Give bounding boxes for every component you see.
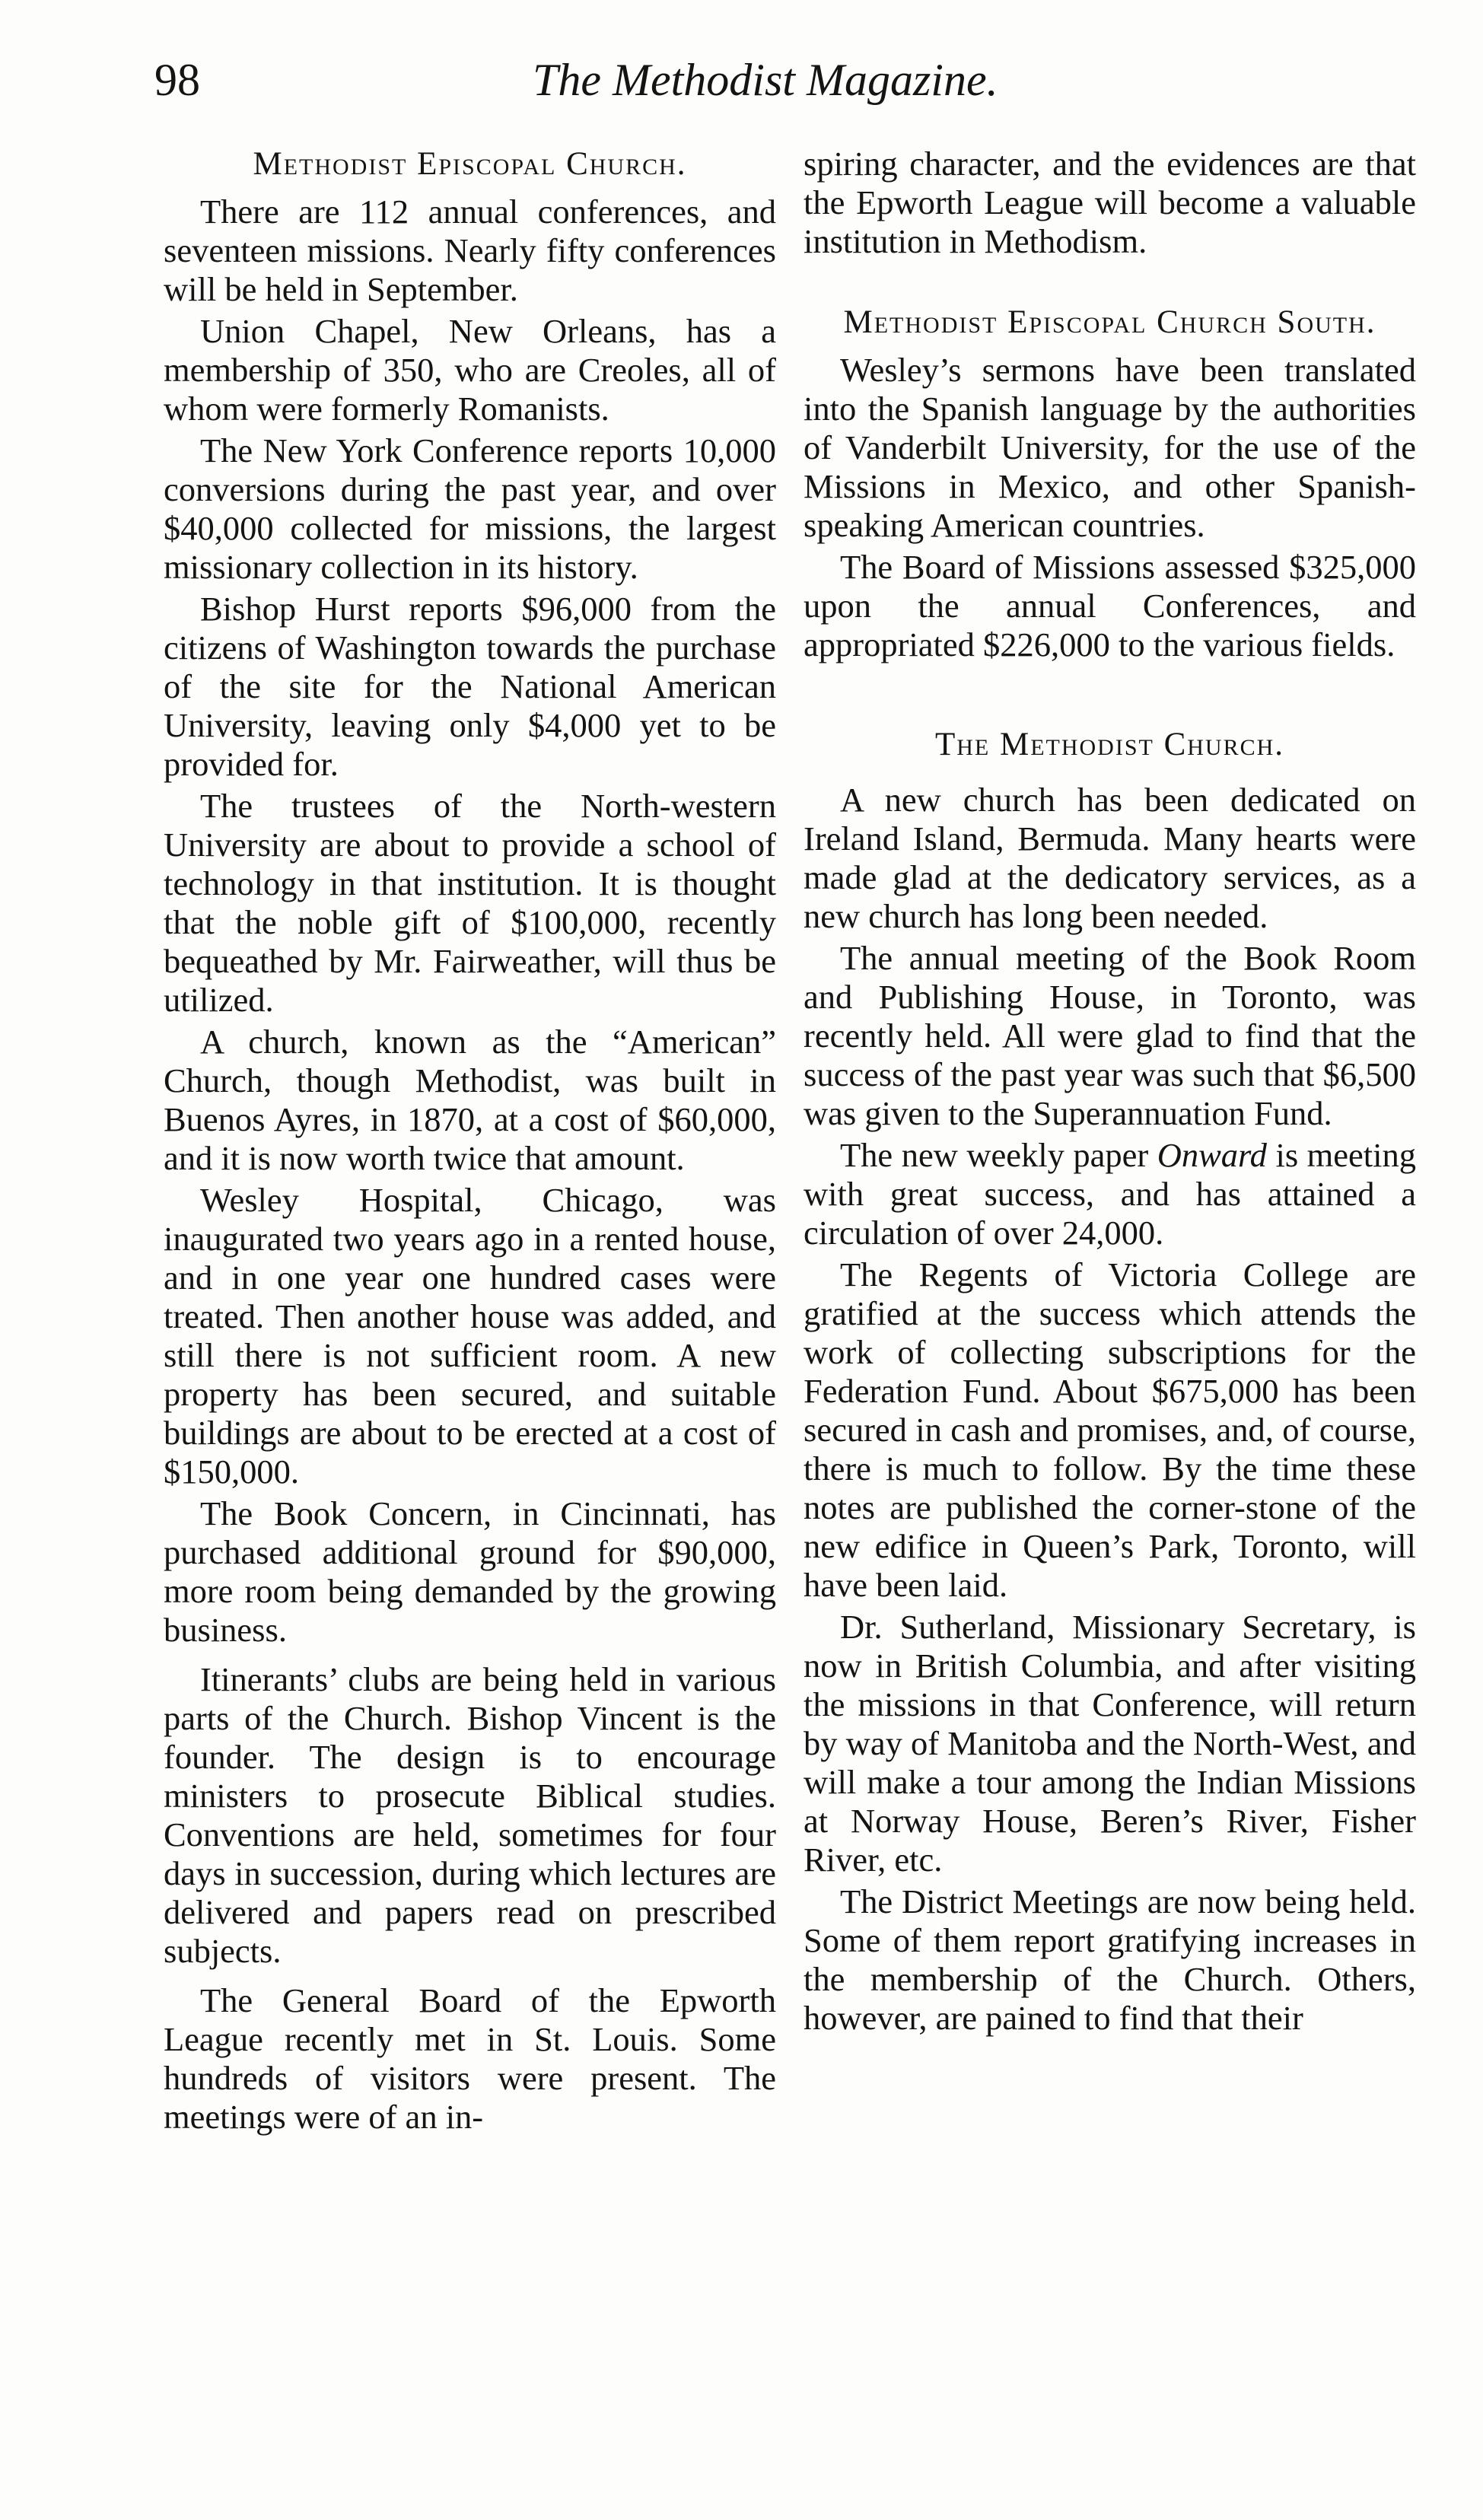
paragraph: There are 112 annual conferences, and seventeen missions. Nearly fifty conferences will be held in September. bbox=[164, 192, 776, 308]
paragraph: The Regents of Victoria College are gratified at the success which attends the work of collecting subscriptions for the Federation Fund. About $675,000 has been secured in cash and promises, and, of course, there is much to follow. By the time these notes are published the corner-stone of the new edifice in Queen’s Park, Toronto, will have been laid. bbox=[804, 1255, 1416, 1604]
paragraph-onward bbox=[804, 1136, 1416, 1252]
paragraph: Union Chapel, New Orleans, has a membership of 350, who are Creoles, all of whom were formerly Romanists. bbox=[164, 312, 776, 428]
paragraph: Dr. Sutherland, Missionary Secretary, is now in British Columbia, and after visiting the missions in that Conference, will return by way of Manitoba and the North-West, and will make a tour among the Indian Missions at Norway House, Beren’s River, Fisher River, etc. bbox=[804, 1608, 1416, 1879]
paragraph: The Book Concern, in Cincinnati, has purchased additional ground for $90,000, more room being demanded by the growing business. bbox=[164, 1494, 776, 1649]
page-number: 98 bbox=[154, 55, 200, 105]
paragraph: The General Board of the Epworth League recently met in St. Louis. Some hundreds of visitors were present. The meetings were of an in- bbox=[164, 1981, 776, 2136]
onward-title: Onward bbox=[1157, 1136, 1267, 1174]
left-column bbox=[164, 145, 776, 2140]
paragraph: Itinerants’ clubs are being held in various parts of the Church. Bishop Vincent is the founder. The design is to encourage ministers to prosecute Biblical studies. Conventions are held, sometimes for four days in succession, during which lectures are delivered and papers read on prescribed subjects. bbox=[164, 1660, 776, 1970]
paragraph-continuation: spiring character, and the evidences are that the Epworth League will become a valuable institution in Methodism. bbox=[804, 145, 1416, 260]
paragraph: Wesley Hospital, Chicago, was inaugurated two years ago in a rented house, and in one year one hundred cases were treated. Then another house was added, and still there is not sufficient room. A new property has been secured, and suitable buildings are about to be erected at a cost of $150,000. bbox=[164, 1181, 776, 1491]
paragraph: The Board of Missions assessed $325,000 upon the annual Conferences, and appropriated $226,000 to the various fields. bbox=[804, 548, 1416, 663]
paragraph: The annual meeting of the Book Room and Publishing House, in Toronto, was recently held. All were glad to find that the success of the past year was such that $6,500 was given to the Superannuation Fund. bbox=[804, 939, 1416, 1132]
onward-text-before: The new weekly paper bbox=[840, 1136, 1157, 1174]
section-heading-mec-south: Methodist Episcopal Church South. bbox=[843, 304, 1376, 340]
running-head-title: The Methodist Magazine. bbox=[533, 55, 998, 105]
right-column bbox=[804, 145, 1416, 2041]
paragraph: Wesley’s sermons have been translated into the Spanish language by the authorities of Vanderbilt University, for the use of the Missions in Mexico, and other Spanish-speaking American countries. bbox=[804, 351, 1416, 544]
section-heading-mec: Methodist Episcopal Church. bbox=[253, 146, 687, 182]
paragraph: The New York Conference reports 10,000 conversions during the past year, and over $40,000 collected for missions, the largest missionary collection in its history. bbox=[164, 431, 776, 586]
onward-text-after: is meeting with great success, and has attained a circulation of over 24,000. bbox=[804, 1136, 1416, 1252]
paragraph: The trustees of the North-western University are about to provide a school of technology in that institution. It is thought that the noble gift of $100,000, recently bequeathed by Mr. Fairweather, will thus be utilized. bbox=[164, 787, 776, 1019]
paragraph: A new church has been dedicated on Ireland Island, Bermuda. Many hearts were made glad at the dedicatory services, as a new church has long been needed. bbox=[804, 781, 1416, 935]
section-heading-methodist-church: The Methodist Church. bbox=[934, 727, 1285, 762]
paragraph: Bishop Hurst reports $96,000 from the citizens of Washington towards the purchase of the site for the National American University, leaving only $4,000 yet to be provided for. bbox=[164, 590, 776, 783]
paragraph: The District Meetings are now being held. Some of them report gratifying increases in the membership of the Church. Others, however, are pained to find that their bbox=[804, 1882, 1416, 2037]
paragraph: A church, known as the “American” Church, though Methodist, was built in Buenos Ayres, in 1870, at a cost of $60,000, and it is now worth twice that amount. bbox=[164, 1023, 776, 1177]
